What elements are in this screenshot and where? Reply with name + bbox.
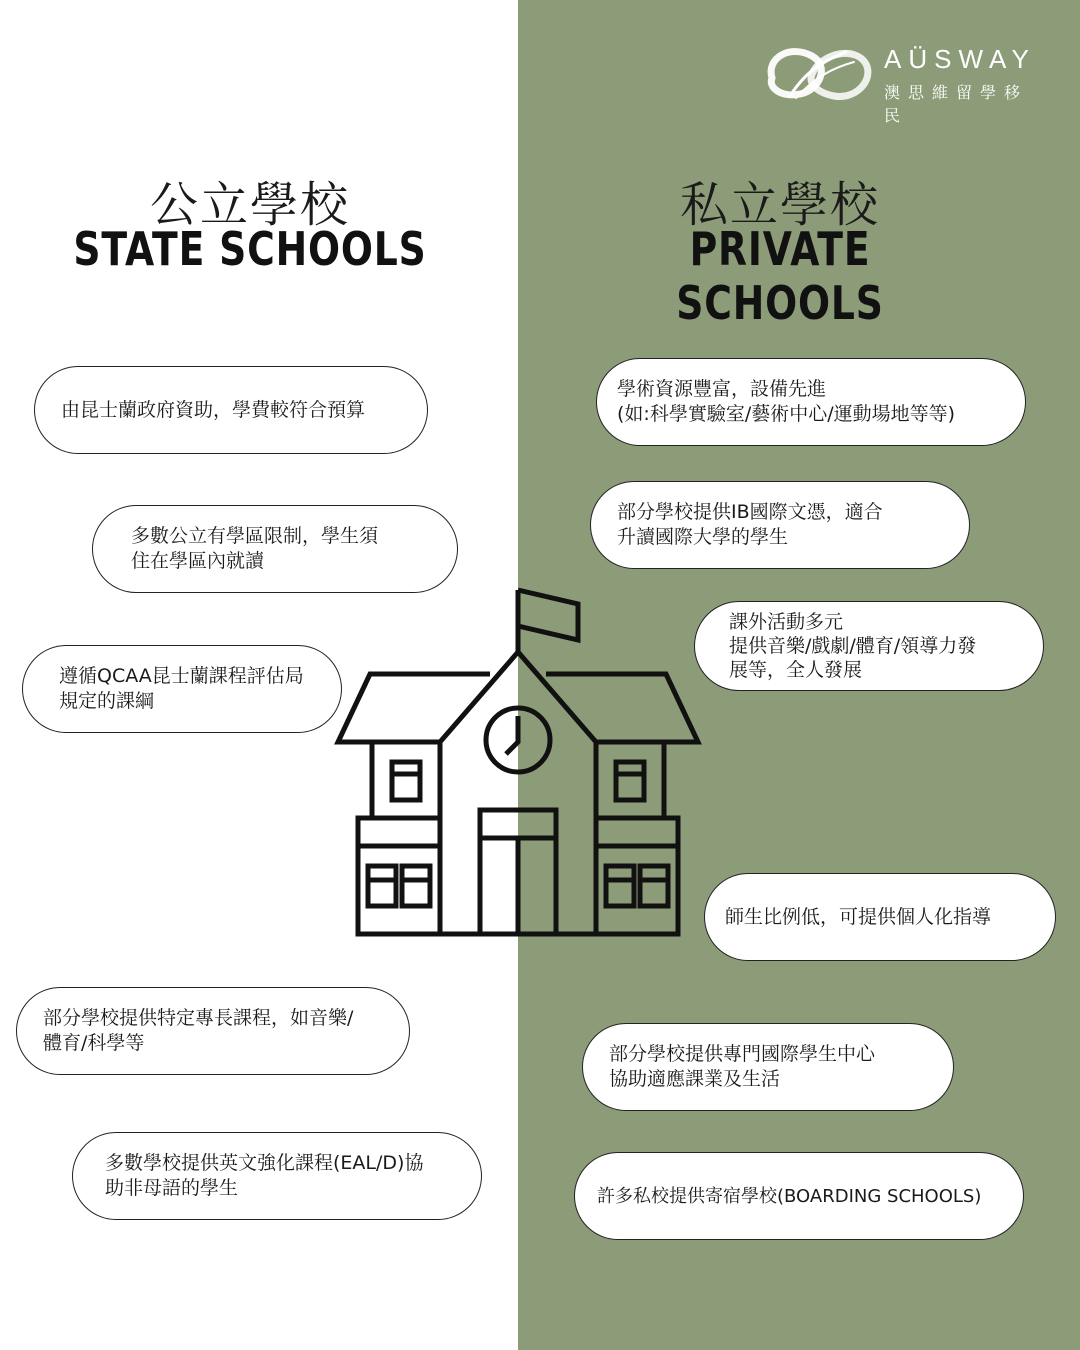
state-point-text: 多數公立有學區限制，學生須 住在學區內就讀 — [131, 525, 379, 572]
brand-subtitle: 澳思維留學移民 — [884, 83, 1029, 125]
private-point-text: 部分學校提供專門國際學生中心 協助適應課業及生活 — [609, 1043, 876, 1090]
state-point — [34, 366, 428, 454]
private-point-text: 部分學校提供IB國際文憑，適合 升讀國際大學的學生 — [617, 501, 883, 548]
state-title-en: STATE SCHOOLS — [73, 222, 427, 276]
brand-logo — [760, 38, 1050, 125]
school-building-icon — [330, 582, 710, 942]
state-point — [92, 505, 458, 593]
state-point — [22, 645, 342, 733]
state-point-text: 由昆士蘭政府資助，學費較符合預算 — [61, 398, 366, 421]
private-title-zh: 私立學校 — [679, 177, 880, 233]
state-point-text: 多數學校提供英文強化課程(EAL/D)協 助非母語的學生 — [105, 1152, 424, 1199]
private-point-text: 許多私校提供寄宿學校(BOARDING SCHOOLS) — [597, 1185, 982, 1207]
private-point — [704, 873, 1056, 961]
private-point-text: 課外活動多元 提供音樂/戲劇/體育/領導力發 展等，全人發展 — [729, 611, 977, 681]
state-point — [72, 1132, 482, 1220]
state-point-text: 部分學校提供特定專長課程，如音樂/ 體育/科學等 — [43, 1007, 354, 1054]
ausway-swirl-logo-icon — [760, 38, 875, 110]
private-point-text: 學術資源豐富，設備先進 (如:科學實驗室/藝術中心/運動場地等等) — [617, 378, 956, 425]
state-title-zh: 公立學校 — [149, 177, 350, 233]
private-point — [590, 481, 970, 569]
brand-name: AÜSWAY — [884, 44, 1036, 74]
state-point-text: 遵循QCAA昆士蘭課程評估局 規定的課綱 — [59, 665, 304, 712]
private-point — [596, 358, 1026, 446]
state-point — [16, 987, 410, 1075]
private-point — [574, 1152, 1024, 1240]
private-point — [582, 1023, 954, 1111]
private-point — [694, 601, 1044, 691]
private-point-text: 師生比例低，可提供個人化指導 — [725, 905, 992, 928]
private-title-en: PRIVATE SCHOOLS — [676, 222, 884, 330]
